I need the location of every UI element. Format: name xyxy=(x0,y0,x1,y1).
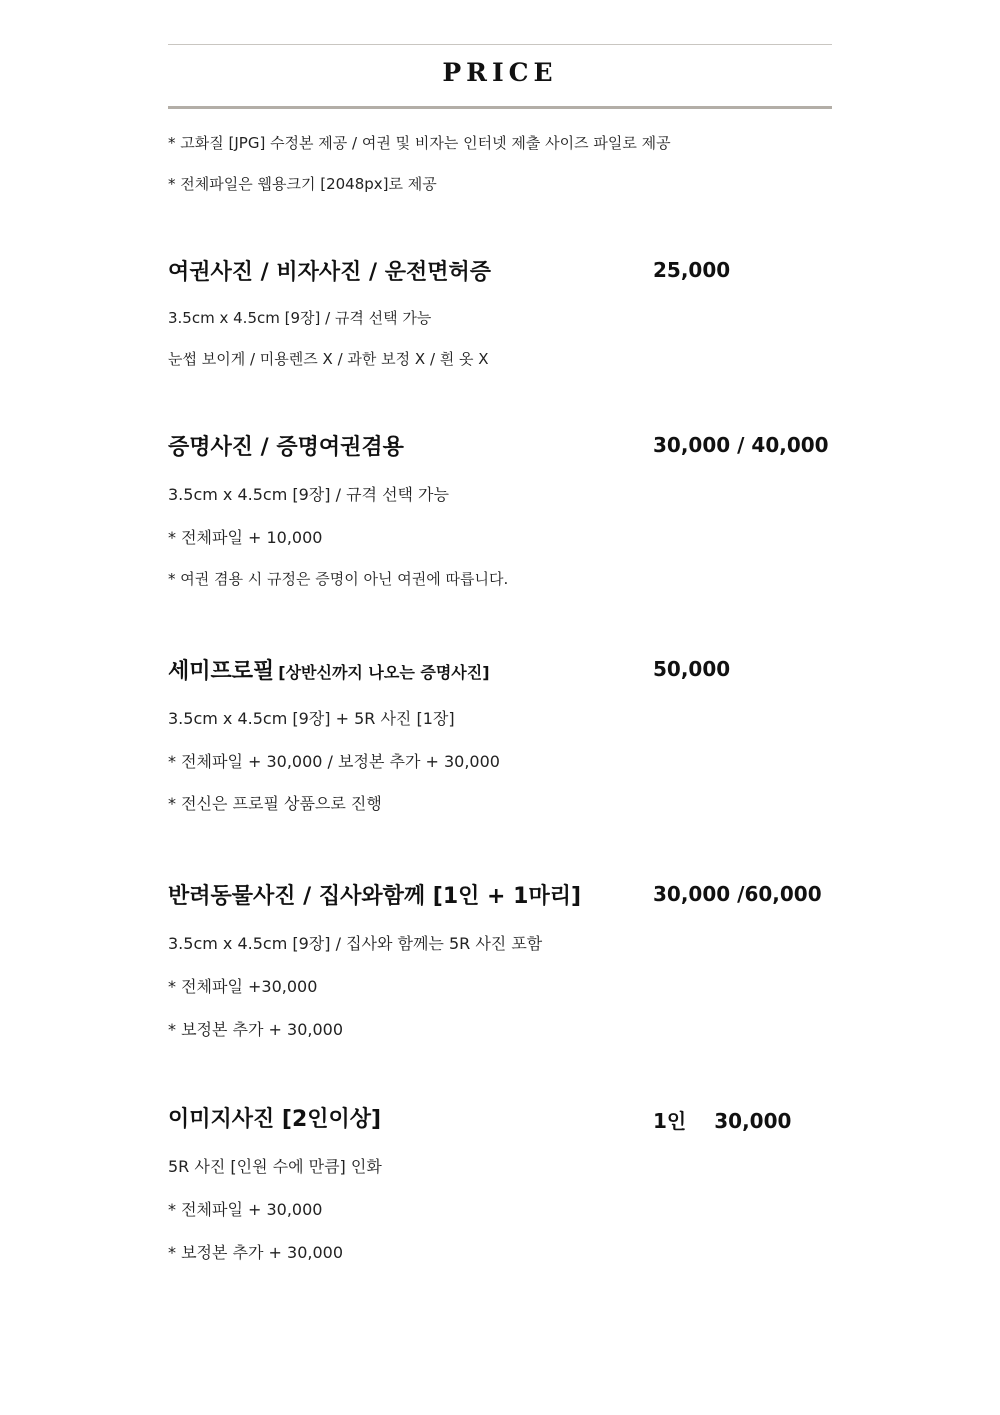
section-detail: * 보정본 추가 + 30,000 xyxy=(168,1020,344,1039)
section-subtitle: [상반신까지 나오는 증명사진] xyxy=(278,663,490,682)
top-divider xyxy=(168,44,832,45)
section-detail: 3.5cm x 4.5cm [9장] / 집사와 함께는 5R 사진 포함 xyxy=(168,934,543,953)
section-detail: 5R 사진 [인원 수에 만큼] 인화 xyxy=(168,1157,382,1176)
section-title-main: 세미프로필 xyxy=(168,659,275,684)
section-title: 증명사진 / 증명여권겸용 xyxy=(168,435,404,460)
section-detail: * 전체파일 +30,000 xyxy=(168,977,318,996)
price-value: 30,000 / 40,000 xyxy=(653,433,829,457)
price-value: 30,000 xyxy=(714,1109,792,1133)
section-detail: 3.5cm x 4.5cm [9장] / 규격 선택 가능 xyxy=(168,309,432,327)
section-detail: 3.5cm x 4.5cm [9장] / 규격 선택 가능 xyxy=(168,485,449,504)
section-title xyxy=(168,654,490,685)
price-quantity: 1인 xyxy=(653,1109,687,1133)
section-price xyxy=(653,433,829,457)
section-detail: 눈썹 보이게 / 미용렌즈 X / 과한 보정 X / 흰 옷 X xyxy=(168,350,489,368)
section-detail: * 전체파일 + 30,000 xyxy=(168,1200,323,1219)
section-price xyxy=(653,657,730,681)
section-detail: * 여권 겸용 시 규정은 증명이 아닌 여권에 따릅니다. xyxy=(168,570,509,588)
section-detail: * 보정본 추가 + 30,000 xyxy=(168,1243,344,1262)
price-value: 30,000 /60,000 xyxy=(653,882,822,906)
section-price xyxy=(653,882,822,906)
section-detail: * 전체파일 + 30,000 / 보정본 추가 + 30,000 xyxy=(168,752,500,771)
price-value: 50,000 xyxy=(653,657,731,681)
section-price xyxy=(653,1105,791,1134)
section-price xyxy=(653,258,730,282)
price-value: 25,000 xyxy=(653,258,731,282)
title-underline xyxy=(168,106,832,109)
section-detail: * 전신은 프로필 상품으로 진행 xyxy=(168,794,382,813)
section-title: 반려동물사진 / 집사와함께 [1인 + 1마리] xyxy=(168,884,582,909)
general-note: * 전체파일은 웹용크기 [2048px]로 제공 xyxy=(168,175,437,193)
section-title: 이미지사진 [2인이상] xyxy=(168,1107,382,1132)
page-title: PRICE xyxy=(442,58,558,87)
general-note: * 고화질 [JPG] 수정본 제공 / 여권 및 비자는 인터넷 제출 사이즈 파일로 제공 xyxy=(168,134,671,152)
section-detail: 3.5cm x 4.5cm [9장] + 5R 사진 [1장] xyxy=(168,709,455,728)
section-title: 여권사진 / 비자사진 / 운전면허증 xyxy=(168,260,491,285)
section-detail: * 전체파일 + 10,000 xyxy=(168,528,323,547)
